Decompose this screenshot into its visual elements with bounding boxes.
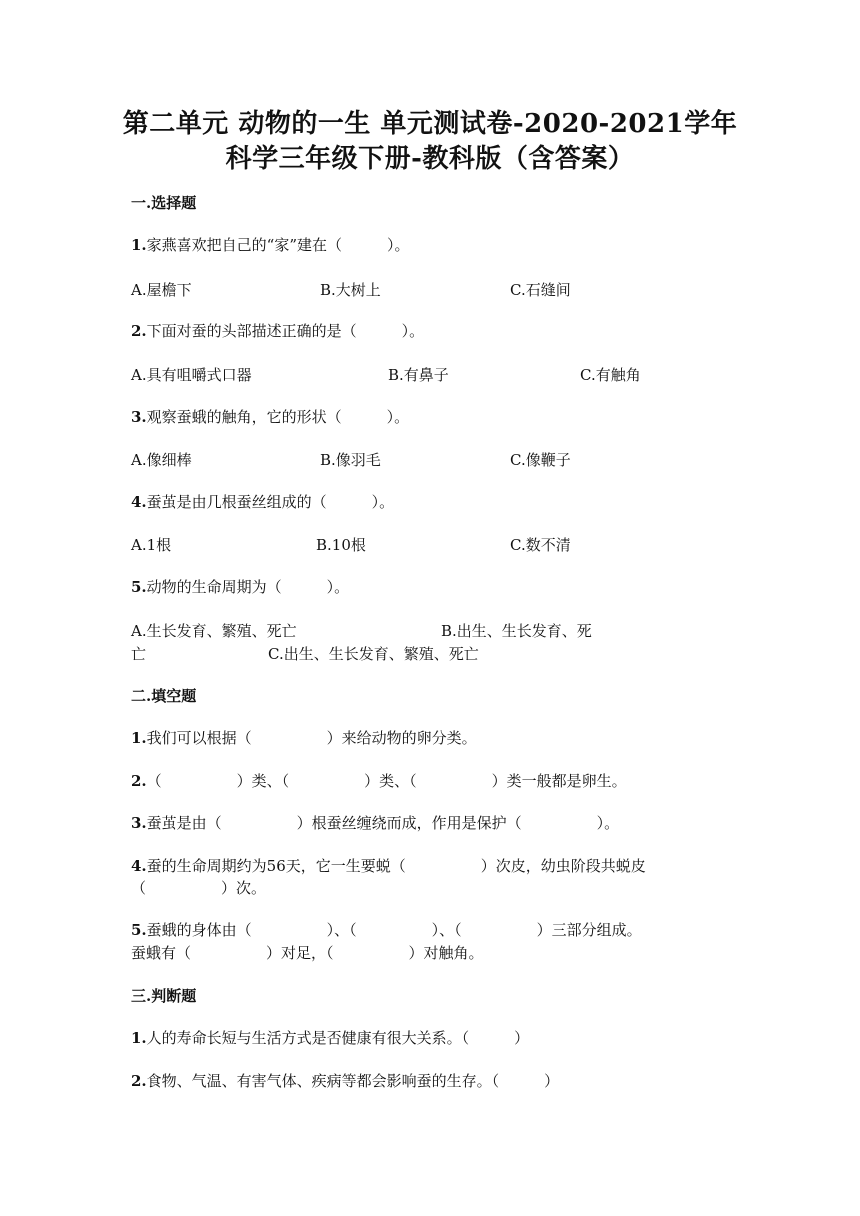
option-b: B.10根	[316, 536, 366, 554]
question-text: 我们可以根据（ ）来给动物的卵分类。	[146, 729, 477, 747]
option-c: C.石缝间	[510, 281, 571, 299]
question-number: 2.	[131, 1072, 147, 1090]
document-title-line2: 科学三年级下册-教科版（含答案）	[225, 144, 635, 174]
option-c: C.出生、生长发育、繁殖、死亡	[268, 645, 479, 663]
question-3-2	[131, 1070, 559, 1092]
question-number: 5.	[131, 921, 147, 939]
option-b: B.像羽毛	[320, 451, 381, 469]
question-1-4	[131, 491, 394, 513]
option-b: B.出生、生长发育、死	[441, 622, 592, 640]
question-text: 蚕蛾的身体由（ ）、（ ）、（ ）三部分组成。	[146, 921, 642, 939]
question-number: 3.	[131, 408, 147, 426]
question-2-5-continued: 蚕蛾有（ ）对足，（ ）对触角。	[131, 944, 484, 962]
question-number: 5.	[131, 578, 147, 596]
question-2-4-continued: （ ）次。	[131, 879, 267, 897]
question-text: （ ）类、（ ）类、（ ）类一般都是卵生。	[146, 772, 627, 790]
question-number: 2.	[131, 322, 147, 340]
option-a: A.生长发育、繁殖、死亡	[131, 622, 297, 640]
question-2-1	[131, 727, 477, 749]
question-1-1	[131, 234, 410, 256]
section-heading-fill-in: 二.填空题	[131, 687, 197, 705]
question-number: 4.	[131, 493, 147, 511]
option-c: C.有触角	[580, 366, 641, 384]
question-text: 动物的生命周期为（ ）。	[146, 578, 350, 596]
option-b: B.有鼻子	[388, 366, 449, 384]
question-number: 1.	[131, 729, 147, 747]
question-text: 家燕喜欢把自己的“家”建在（ ）。	[146, 236, 410, 254]
question-3-1	[131, 1027, 529, 1049]
question-number: 1.	[131, 236, 147, 254]
question-1-5	[131, 576, 349, 598]
option-c: C.像鞭子	[510, 451, 571, 469]
option-a: A.1根	[131, 536, 172, 554]
question-2-2	[131, 770, 627, 792]
question-number: 2.	[131, 772, 147, 790]
question-text: 观察蚕蛾的触角，它的形状（ ）。	[146, 408, 410, 426]
question-1-3	[131, 406, 409, 428]
question-text: 人的寿命长短与生活方式是否健康有很大关系。（ ）	[146, 1029, 530, 1047]
question-text: 下面对蚕的头部描述正确的是（ ）。	[146, 322, 425, 340]
section-heading-choice: 一.选择题	[131, 194, 197, 212]
document-title-line1: 第二单元 动物的一生 单元测试卷-2020-2021学年	[122, 109, 738, 139]
question-text: 食物、气温、有害气体、疾病等都会影响蚕的生存。（ ）	[146, 1072, 560, 1090]
question-number: 3.	[131, 814, 147, 832]
option-a: A.像细棒	[131, 451, 192, 469]
question-text: 蚕茧是由（ ）根蚕丝缠绕而成，作用是保护（ ）。	[146, 814, 620, 832]
option-b-continued: 亡	[131, 645, 147, 663]
option-c: C.数不清	[510, 536, 571, 554]
question-text: 蚕的生命周期约为56天，它一生要蜕（ ）次皮，幼虫阶段共蜕皮	[146, 857, 646, 875]
question-2-5	[131, 919, 642, 941]
question-number: 1.	[131, 1029, 147, 1047]
question-1-2	[131, 320, 424, 342]
option-b: B.大树上	[320, 281, 381, 299]
question-number: 4.	[131, 857, 147, 875]
question-2-4	[131, 855, 646, 877]
section-heading-true-false: 三.判断题	[131, 987, 197, 1005]
question-text: 蚕茧是由几根蚕丝组成的（ ）。	[146, 493, 395, 511]
option-a: A.具有咀嚼式口器	[131, 366, 252, 384]
question-2-3	[131, 812, 619, 834]
option-a: A.屋檐下	[131, 281, 192, 299]
